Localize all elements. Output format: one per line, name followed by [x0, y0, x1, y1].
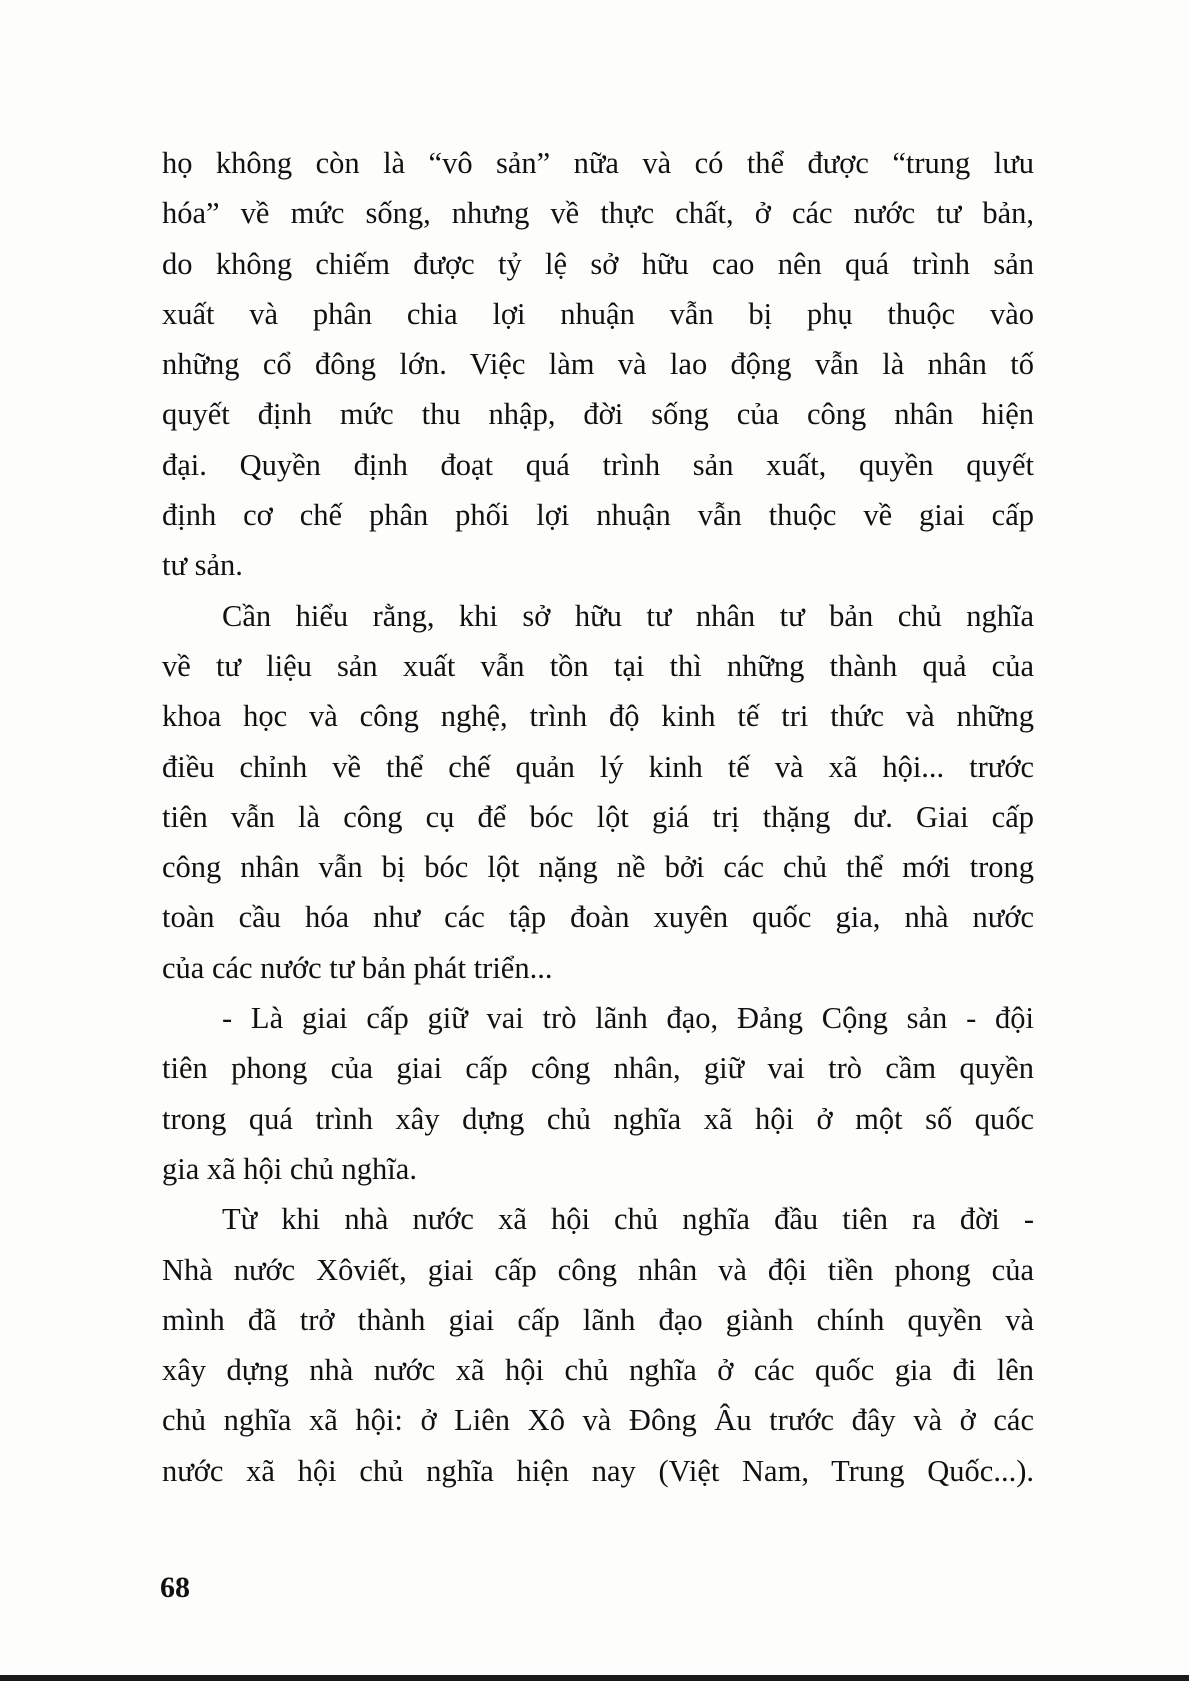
text-line: toàn cầu hóa như các tập đoàn xuyên quốc gia, nhà nước	[162, 900, 1034, 935]
text-line: xuất và phân chia lợi nhuận vẫn bị phụ thuộc vào	[162, 296, 1034, 331]
text-line: Nhà nước Xôviết, giai cấp công nhân và đội tiền phong của	[162, 1252, 1034, 1287]
text-line: của các nước tư bản phát triển...	[162, 950, 553, 985]
text-line: - Là giai cấp giữ vai trò lãnh đạo, Đảng Cộng sản - đội	[222, 1001, 1034, 1036]
text-line: do không chiếm được tỷ lệ sở hữu cao nên quá trình sản	[162, 246, 1034, 281]
text-line: hóa” về mức sống, nhưng về thực chất, ở các nước tư bản,	[162, 196, 1034, 231]
text-line: tư sản.	[162, 548, 243, 583]
text-line: mình đã trở thành giai cấp lãnh đạo giành chính quyền và	[162, 1302, 1034, 1337]
text-line: những cổ đông lớn. Việc làm và lao động vẫn là nhân tố	[162, 347, 1034, 382]
text-line: về tư liệu sản xuất vẫn tồn tại thì những thành quả của	[162, 648, 1034, 683]
text-line: điều chỉnh về thể chế quản lý kinh tế và xã hội... trước	[162, 749, 1034, 784]
text-line: tiên vẫn là công cụ để bóc lột giá trị thặng dư. Giai cấp	[162, 799, 1034, 834]
text-line: chủ nghĩa xã hội: ở Liên Xô và Đông Âu trước đây và ở các	[162, 1403, 1034, 1438]
text-line: gia xã hội chủ nghĩa.	[162, 1151, 417, 1186]
text-line: Từ khi nhà nước xã hội chủ nghĩa đầu tiên ra đời -	[222, 1202, 1034, 1237]
scan-bottom-edge	[0, 1675, 1189, 1681]
text-line: công nhân vẫn bị bóc lột nặng nề bởi các chủ thể mới trong	[162, 850, 1034, 885]
text-line: họ không còn là “vô sản” nữa và có thể được “trung lưu	[162, 146, 1034, 180]
text-line: định cơ chế phân phối lợi nhuận vẫn thuộc về giai cấp	[162, 498, 1034, 533]
body-text	[162, 138, 1034, 1496]
text-line: quyết định mức thu nhập, đời sống của công nhân hiện	[162, 397, 1034, 432]
text-line: khoa học và công nghệ, trình độ kinh tế tri thức và những	[162, 699, 1034, 734]
text-line: đại. Quyền định đoạt quá trình sản xuất, quyền quyết	[162, 447, 1034, 482]
text-line: tiên phong của giai cấp công nhân, giữ vai trò cầm quyền	[162, 1051, 1034, 1086]
page-number: 68	[160, 1571, 190, 1604]
text-line: Cần hiểu rằng, khi sở hữu tư nhân tư bản chủ nghĩa	[222, 598, 1034, 633]
text-line: trong quá trình xây dựng chủ nghĩa xã hội ở một số quốc	[162, 1101, 1034, 1136]
text-line: nước xã hội chủ nghĩa hiện nay (Việt Nam, Trung Quốc...).	[162, 1453, 1034, 1488]
text-line: xây dựng nhà nước xã hội chủ nghĩa ở các quốc gia đi lên	[162, 1353, 1034, 1388]
